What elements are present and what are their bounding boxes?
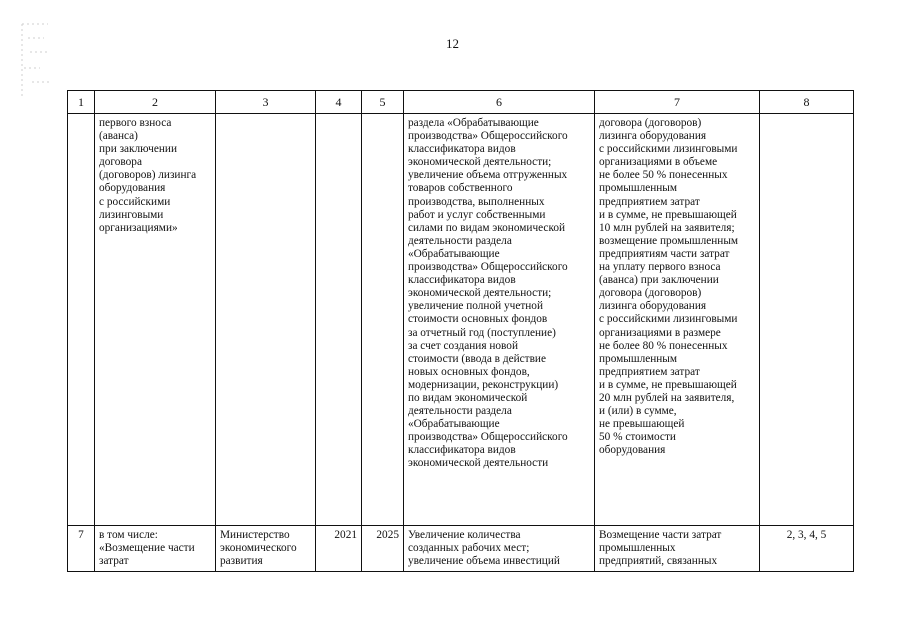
- end-year-cell: 2025: [362, 526, 404, 572]
- header-cell: 6: [404, 91, 595, 114]
- description-cell: Возмещение части затрат промышленных предприятий, связанных: [595, 526, 760, 572]
- measure-name-cell: в том числе: «Возмещение части затрат: [95, 526, 216, 572]
- table-row-continuation: [68, 114, 854, 526]
- row-number-cell: 7: [68, 526, 95, 572]
- description-cell: договора (договоров) лизинга оборудования с российскими лизинговыми организациями в объеме не более 50 % понесенных промышленным предприятием затрат и в сумме, не превышающей 10 млн рублей на заявителя; возмещение промышленным предприятиям части затрат на уплату первого взноса (аванса) при заключении договора (договоров) лизинга оборудования с российскими лизинговыми организациями в размере не более 80 % понесенных промышленным предприятием затрат и в сумме, не превышающей 20 млн рублей на заявителя, и (или) в сумме, не превышающей 50 % стоимости оборудования: [595, 114, 760, 526]
- table-header-row: [68, 91, 854, 114]
- responsible-cell: [216, 114, 316, 526]
- header-cell: 4: [316, 91, 362, 114]
- page-number: 12: [446, 36, 459, 51]
- header-cell: 8: [760, 91, 854, 114]
- table-row-7: [68, 526, 854, 572]
- responsible-cell: Министерство экономического развития: [216, 526, 316, 572]
- start-year-cell: [316, 114, 362, 526]
- indicator-link-cell: [760, 114, 854, 526]
- expected-result-cell: Увеличение количества созданных рабочих мест; увеличение объема инвестиций: [404, 526, 595, 572]
- start-year-cell: 2021: [316, 526, 362, 572]
- end-year-cell: [362, 114, 404, 526]
- row-number-cell: [68, 114, 95, 526]
- scan-artifact-mark: [18, 18, 58, 108]
- header-cell: 5: [362, 91, 404, 114]
- header-cell: 2: [95, 91, 216, 114]
- expected-result-cell: раздела «Обрабатывающие производства» Общероссийского классификатора видов экономической деятельности; увеличение объема отгруженных товаров собственного производства, выполненных работ и услуг собственными силами по видам экономической деятельности раздела «Обрабатывающие производства» Общероссийского классификатора видов экономической деятельности; увеличение полной учетной стоимости основных фондов за отчетный год (поступление) за счет создания новой стоимости (ввода в действие новых основных фондов, модернизации, реконструкции) по видам экономической деятельности раздела «Обрабатывающие производства» Общероссийского классификатора видов экономической деятельности: [404, 114, 595, 526]
- program-table: [67, 90, 854, 572]
- header-cell: 3: [216, 91, 316, 114]
- header-cell: 7: [595, 91, 760, 114]
- header-cell: 1: [68, 91, 95, 114]
- measure-name-cell: первого взноса (аванса) при заключении договора (договоров) лизинга оборудования с российскими лизинговыми организациями»: [95, 114, 216, 526]
- indicator-link-cell: 2, 3, 4, 5: [760, 526, 854, 572]
